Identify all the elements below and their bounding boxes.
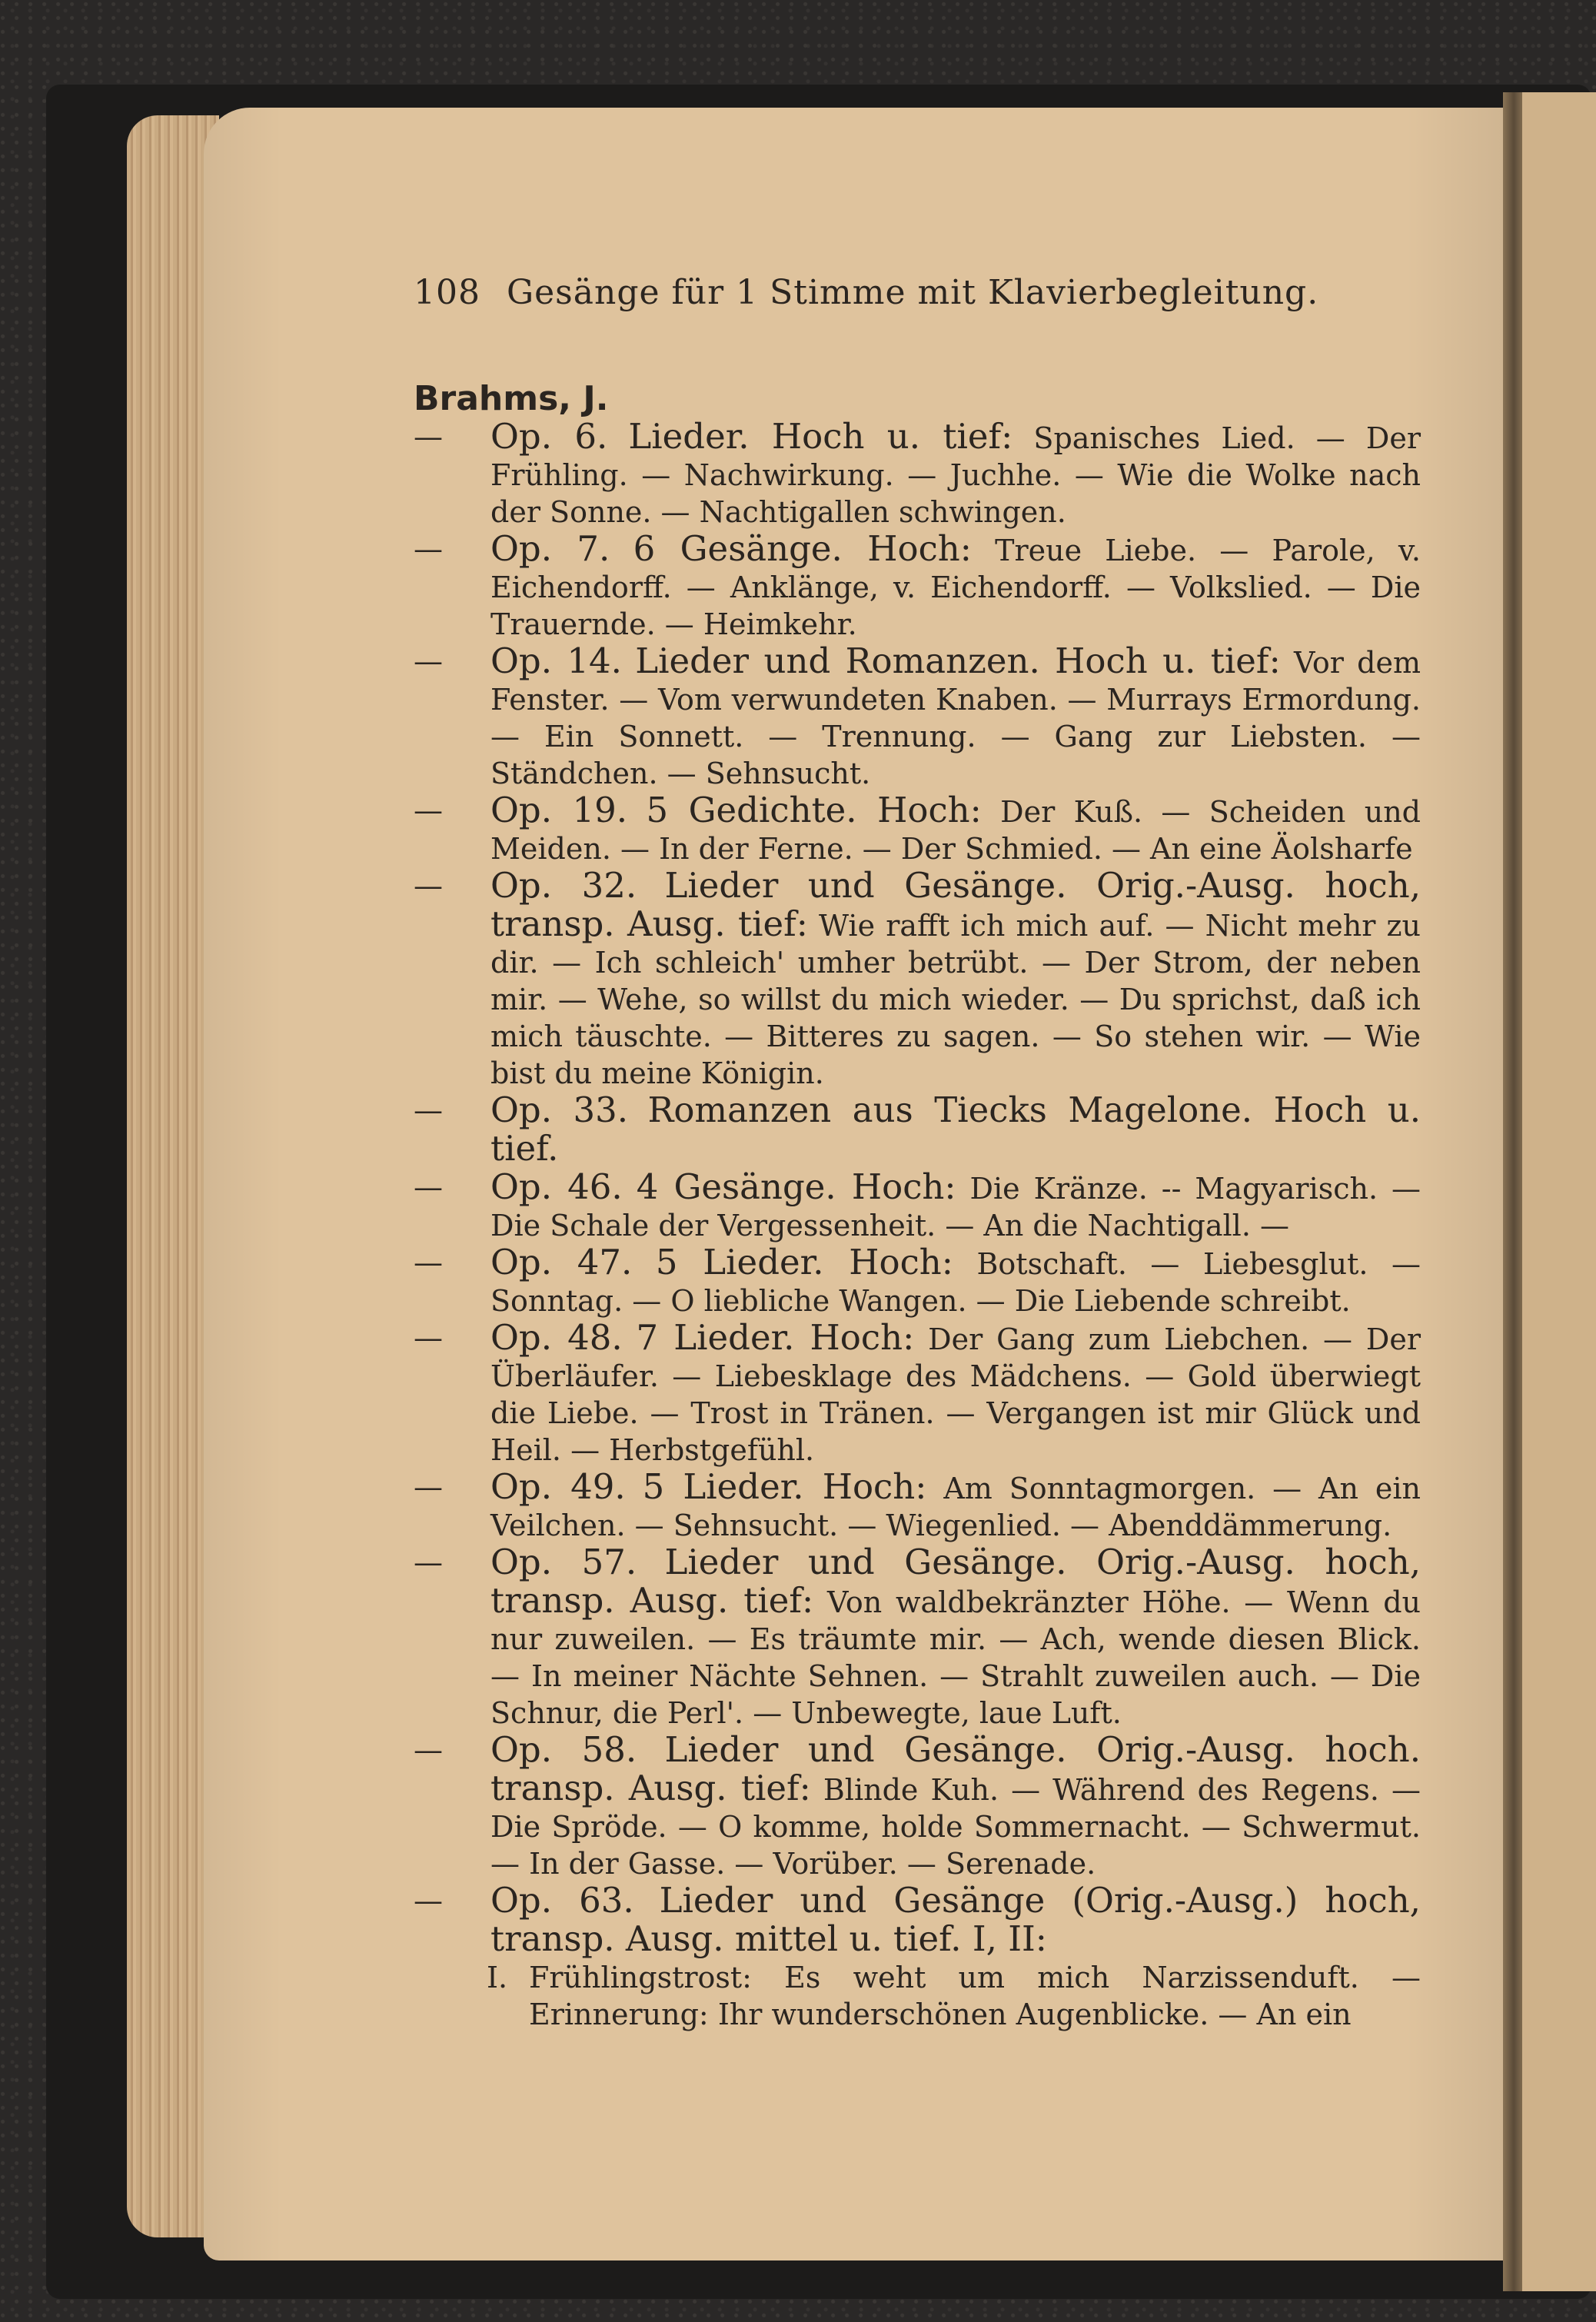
roman-numeral: I. (487, 1961, 508, 1994)
song-list: Am Sonntagmorgen. — An ein Veilchen. — Sehnsucht. — Wiegenlied. — Abenddämmerung. (490, 1472, 1421, 1542)
song-list: Der Kuß. — Scheiden und Meiden. — In der Ferne. — Der Schmied. — An eine Äolsharfe (490, 795, 1421, 866)
entry-dash: — (414, 420, 443, 454)
song-list: Der Gang zum Liebchen. — Der Überläufer. — Liebesklage des Mädchens. — Gold überwiegt die Liebe. — Trost in Tränen. — Vergangen ist mir Glück und Heil. — Herbstgefühl. (490, 1322, 1421, 1467)
subentry-list (414, 1959, 1421, 2033)
opus-entry (414, 1882, 1421, 1959)
entry-dash: — (414, 1470, 443, 1504)
song-list: Die Kränze. -- Magyarisch. — Die Schale der Vergessenheit. — An die Nachtigall. — (490, 1172, 1421, 1243)
opus-list (414, 418, 1421, 1959)
opus-number: Op. 57. (490, 1542, 637, 1582)
entry-dash: — (414, 644, 443, 678)
opus-entry (414, 867, 1421, 1092)
opus-entry (414, 528, 1421, 643)
entry-dash: — (414, 793, 443, 827)
opus-entry (414, 1729, 1421, 1882)
composer-heading: Brahms, J. (414, 379, 609, 418)
opus-number: Op. 48. (490, 1317, 623, 1358)
opus-entry (414, 1544, 1421, 1732)
subentry-text: Frühlingstrost: Es weht um mich Narzissenduft. — Erinnerung: Ihr wunderschönen Augenblicke. — An ein (529, 1961, 1421, 2031)
opus-entry (414, 1089, 1421, 1169)
work-title: 5 Lieder. Hoch: (655, 1242, 953, 1282)
subentry (414, 1959, 1421, 2033)
opus-entry (414, 1319, 1421, 1469)
entry-dash: — (414, 1884, 443, 1918)
work-title: Lieder und Romanzen. Hoch u. tief: (635, 640, 1281, 681)
entry-dash: — (414, 1093, 443, 1127)
song-list: Vor dem Fenster. — Vom verwundeten Knaben. — Murrays Ermordung. — Ein Sonnett. — Trennung. — Gang zur Liebsten. — Ständchen. — Sehnsucht. (490, 646, 1421, 790)
book-gutter (1503, 92, 1525, 2291)
opus-entry (414, 792, 1421, 867)
opus-number: Op. 58. (490, 1729, 637, 1770)
opus-entry (414, 1166, 1421, 1244)
song-list: Spanisches Lied. — Der Frühling. — Nachwirkung. — Juchhe. — Wie die Wolke nach der Sonne. — Nachtigallen schwingen. (490, 421, 1421, 529)
entry-dash: — (414, 532, 443, 566)
opus-entry (414, 1466, 1421, 1544)
page-number: 108 (414, 273, 480, 312)
song-list: Treue Liebe. — Parole, v. Eichendorff. — Anklänge, v. Eichendorff. — Volkslied. — Die Trauernde. — Heimkehr. (490, 534, 1421, 641)
opus-entry (414, 640, 1421, 792)
entry-dash: — (414, 1733, 443, 1767)
work-title: Lieder. Hoch u. tief: (628, 416, 1013, 457)
opus-number: Op. 32. (490, 865, 637, 906)
work-title: Lieder und Gesänge. Orig.-Ausg. hoch, transp. Ausg. tief: (490, 1542, 1421, 1621)
work-title: Lieder und Gesänge (Orig.-Ausg.) hoch, transp. Ausg. mittel u. tief. I, II: (490, 1880, 1421, 1959)
opus-number: Op. 33. (490, 1089, 629, 1130)
work-title: 5 Lieder. Hoch: (642, 1466, 927, 1507)
entry-dash: — (414, 869, 443, 903)
work-title: Romanzen aus Tiecks Magelone. Hoch u. tief. (490, 1089, 1421, 1169)
opus-number: Op. 47. (490, 1242, 633, 1282)
facing-page-edge (1522, 92, 1596, 2291)
opus-number: Op. 63. (490, 1880, 634, 1921)
entry-dash: — (414, 1321, 443, 1355)
opus-number: Op. 7. (490, 528, 610, 569)
work-title: 6 Gesänge. Hoch: (633, 528, 972, 569)
page-content (414, 273, 1421, 2033)
opus-number: Op. 6. (490, 416, 608, 457)
song-list: Blinde Kuh. — Während des Regens. — Die Spröde. — O komme, holde Sommernacht. — Schwermut. — In der Gasse. — Vorüber. — Serenade. (490, 1773, 1421, 1881)
opus-entry (414, 418, 1421, 531)
song-list: Von waldbekränzter Höhe. — Wenn du nur zuweilen. — Es träumte mir. — Ach, wende diesen Blick. — In meiner Nächte Sehnen. — Strahlt zuweilen auch. — Die Schnur, die Perl'. — Unbewegte, laue Luft. (490, 1585, 1421, 1730)
work-title: 7 Lieder. Hoch: (636, 1317, 915, 1358)
running-title: Gesänge für 1 Stimme mit Klavierbegleitung. (506, 273, 1319, 312)
work-title: Lieder und Gesänge. Orig.-Ausg. hoch, transp. Ausg. tief: (490, 865, 1421, 944)
opus-number: Op. 19. (490, 790, 628, 830)
entry-dash: — (414, 1246, 443, 1279)
work-title: 4 Gesänge. Hoch: (636, 1166, 956, 1207)
running-head (414, 273, 1421, 312)
opus-entry (414, 1244, 1421, 1319)
work-title: 5 Gedichte. Hoch: (646, 790, 982, 830)
entry-dash: — (414, 1545, 443, 1579)
opus-number: Op. 14. (490, 640, 622, 681)
song-list: Botschaft. — Liebesglut. — Sonntag. — O liebliche Wangen. — Die Liebende schreibt. (490, 1247, 1421, 1318)
opus-number: Op. 49. (490, 1466, 626, 1507)
song-list: Wie rafft ich mich auf. — Nicht mehr zu dir. — Ich schleich' umher betrübt. — Der Strom, der neben mir. — Wehe, so willst du mich wieder. — Du sprichst, daß ich mich täuschte. — Bitteres zu sagen. — So stehen wir. — Wie bist du meine Königin. (490, 909, 1421, 1090)
opus-number: Op. 46. (490, 1166, 623, 1207)
entry-dash: — (414, 1170, 443, 1204)
work-title: Lieder und Gesänge. Orig.-Ausg. hoch. transp. Ausg. tief: (490, 1729, 1421, 1808)
